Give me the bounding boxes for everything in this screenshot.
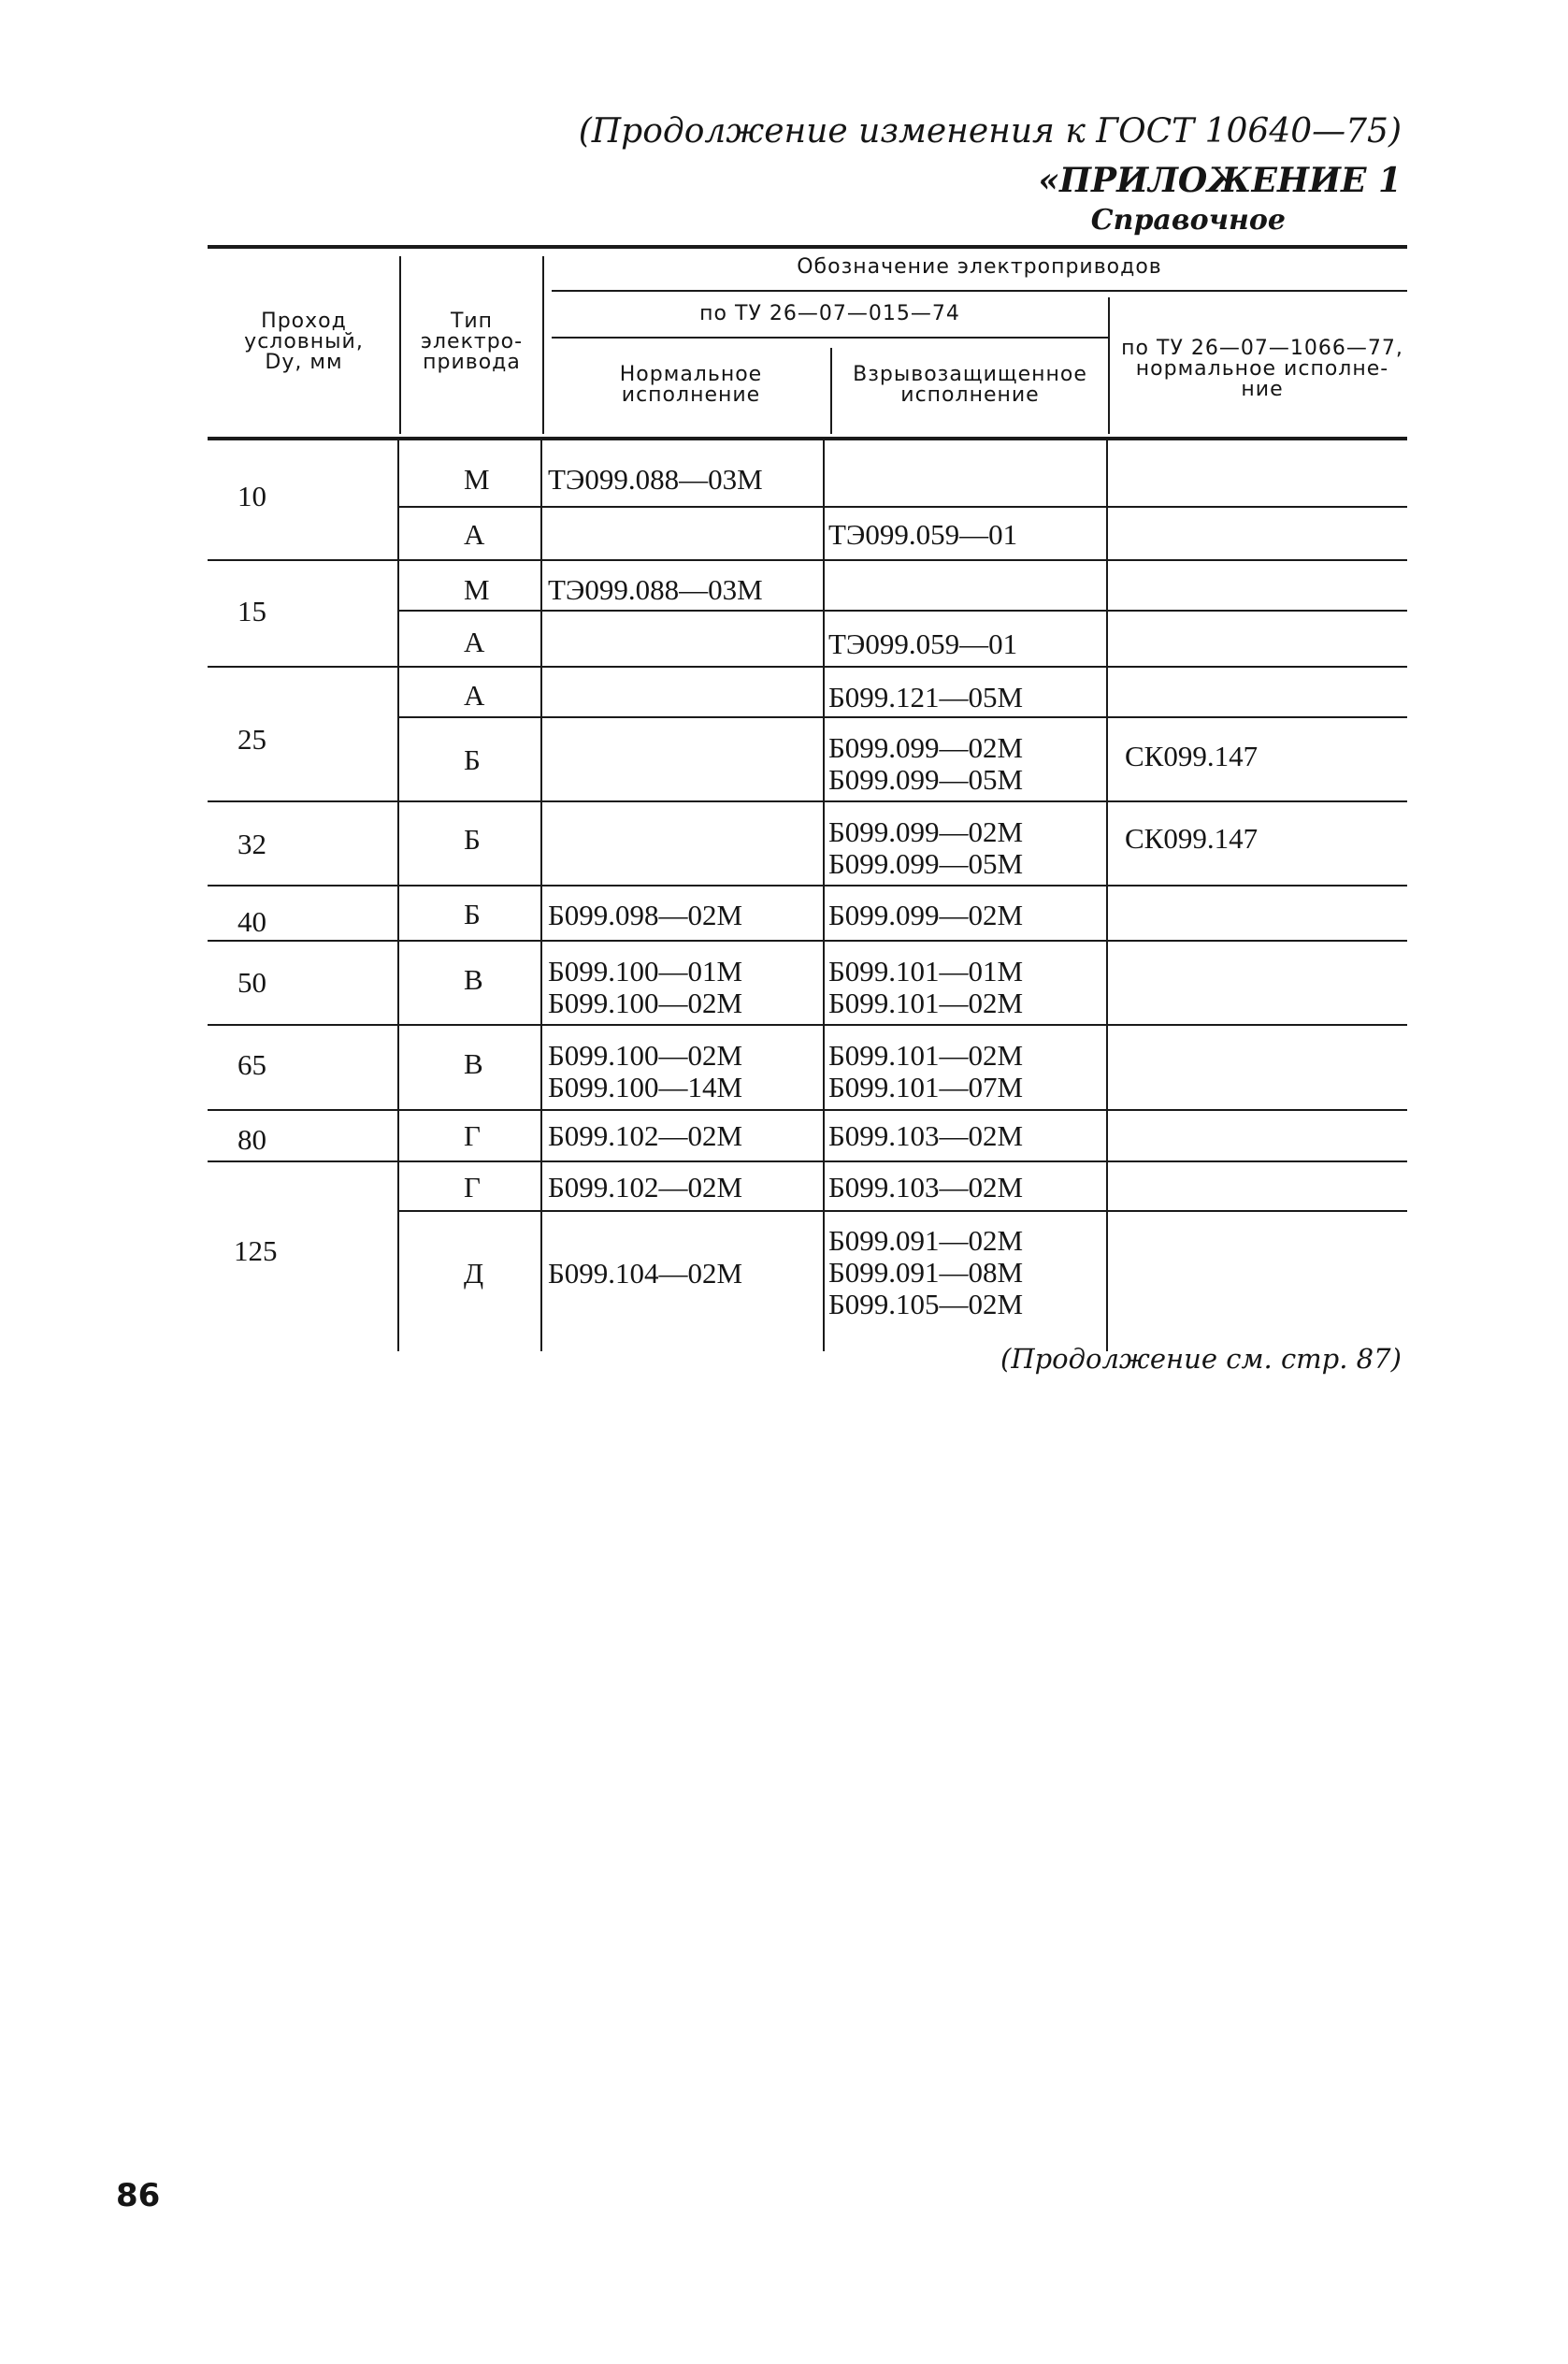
cell-explosion-proof: Б099.099—02М Б099.099—05М bbox=[828, 815, 1024, 880]
cell-explosion-proof: Б099.103—02М bbox=[828, 1119, 1024, 1152]
cell-drive-type: Г bbox=[464, 1171, 481, 1204]
cell-passage: 40 bbox=[237, 905, 266, 938]
cell-passage: 80 bbox=[237, 1123, 266, 1156]
page-number: 86 bbox=[116, 2177, 161, 2214]
cell-drive-type: А bbox=[464, 626, 485, 658]
cell-passage: 50 bbox=[237, 966, 266, 999]
cell-passage: 65 bbox=[237, 1048, 266, 1081]
continuation-footer: (Продолжение см. стр. 87) bbox=[1000, 1343, 1402, 1375]
cell-passage: 25 bbox=[237, 723, 266, 756]
cell-normal: ТЭ099.088—03М bbox=[548, 463, 763, 496]
group-rule bbox=[208, 1024, 1407, 1026]
cell-explosion-proof: Б099.099—02М bbox=[828, 899, 1024, 931]
cell-explosion-proof: Б099.121—05М bbox=[828, 681, 1024, 714]
column-divider bbox=[1106, 440, 1108, 1351]
header-bottom-rule bbox=[208, 437, 1407, 440]
cell-normal: Б099.098—02М bbox=[548, 899, 743, 931]
header-designation: Обозначение электроприводов bbox=[797, 255, 1162, 279]
group-rule bbox=[208, 1109, 1407, 1111]
group-rule bbox=[208, 666, 1407, 668]
header-divider bbox=[399, 256, 401, 434]
group-rule bbox=[208, 885, 1407, 886]
cell-drive-type: М bbox=[464, 573, 490, 606]
cell-drive-type: Б bbox=[464, 898, 481, 930]
cell-normal: Б099.102—02М bbox=[548, 1119, 743, 1152]
cell-normal: Б099.102—02М bbox=[548, 1171, 743, 1204]
row-rule bbox=[397, 610, 1407, 612]
header-normal: Нормальное исполнение bbox=[619, 363, 763, 407]
appendix-title: «ПРИЛОЖЕНИЕ 1 bbox=[1038, 161, 1402, 200]
cell-drive-type: В bbox=[464, 1047, 483, 1080]
cell-normal: Б099.100—01М Б099.100—02М bbox=[548, 955, 743, 1019]
group-rule bbox=[208, 940, 1407, 942]
column-divider bbox=[823, 440, 825, 1351]
cell-drive-type: М bbox=[464, 463, 490, 496]
header-divider bbox=[1108, 297, 1110, 434]
group-rule bbox=[208, 800, 1407, 802]
cell-explosion-proof: ТЭ099.059—01 bbox=[828, 518, 1018, 551]
cell-explosion-proof: Б099.099—02М Б099.099—05М bbox=[828, 731, 1024, 796]
column-divider bbox=[397, 440, 399, 1351]
cell-drive-type: В bbox=[464, 963, 483, 996]
cell-passage: 125 bbox=[234, 1234, 278, 1267]
cell-passage: 10 bbox=[237, 480, 266, 512]
cell-drive-type: Г bbox=[464, 1119, 481, 1152]
table-top-rule bbox=[208, 245, 1407, 249]
cell-explosion-proof: Б099.101—01М Б099.101—02М bbox=[828, 955, 1024, 1019]
continuation-note: (Продолжение изменения к ГОСТ 10640—75) bbox=[578, 112, 1402, 151]
cell-drive-type: Б bbox=[464, 823, 481, 856]
header-rule-tu1 bbox=[552, 337, 1108, 339]
cell-normal: ТЭ099.088—03М bbox=[548, 573, 763, 606]
row-rule bbox=[397, 1210, 1407, 1212]
cell-normal: Б099.104—02М bbox=[548, 1257, 743, 1290]
cell-passage: 32 bbox=[237, 828, 266, 860]
row-rule bbox=[397, 506, 1407, 508]
cell-explosion-proof: Б099.103—02М bbox=[828, 1171, 1024, 1204]
cell-normal: Б099.100—02М Б099.100—14М bbox=[548, 1039, 743, 1103]
cell-passage: 15 bbox=[237, 595, 266, 627]
cell-tu-1066: СК099.147 bbox=[1125, 740, 1259, 772]
appendix-subtitle: Справочное bbox=[1090, 204, 1286, 237]
cell-tu-1066: СК099.147 bbox=[1125, 822, 1259, 855]
header-passage: Проход условный, Dy, мм bbox=[244, 310, 364, 374]
column-divider bbox=[540, 440, 542, 1351]
cell-explosion-proof: Б099.101—02М Б099.101—07М bbox=[828, 1039, 1024, 1103]
cell-explosion-proof: ТЭ099.059—01 bbox=[828, 627, 1018, 660]
cell-drive-type: А bbox=[464, 679, 485, 712]
cell-explosion-proof: Б099.091—02М Б099.091—08М Б099.105—02М bbox=[828, 1224, 1024, 1320]
cell-drive-type: А bbox=[464, 518, 485, 551]
row-rule bbox=[397, 716, 1407, 718]
header-divider bbox=[542, 256, 544, 434]
header-rule-designation bbox=[552, 290, 1407, 292]
header-explosion-proof: Взрывозащищенное исполнение bbox=[853, 363, 1087, 407]
group-rule bbox=[208, 1160, 1407, 1162]
header-tu-1066: по ТУ 26—07—1066—77, нормальное исполне- ние bbox=[1121, 337, 1403, 401]
group-rule bbox=[208, 559, 1407, 561]
cell-drive-type: Б bbox=[464, 743, 481, 776]
cell-drive-type: Д bbox=[464, 1257, 484, 1290]
header-drive-type: Тип электро- привода bbox=[420, 310, 524, 374]
header-tu-015: по ТУ 26—07—015—74 bbox=[699, 302, 960, 325]
